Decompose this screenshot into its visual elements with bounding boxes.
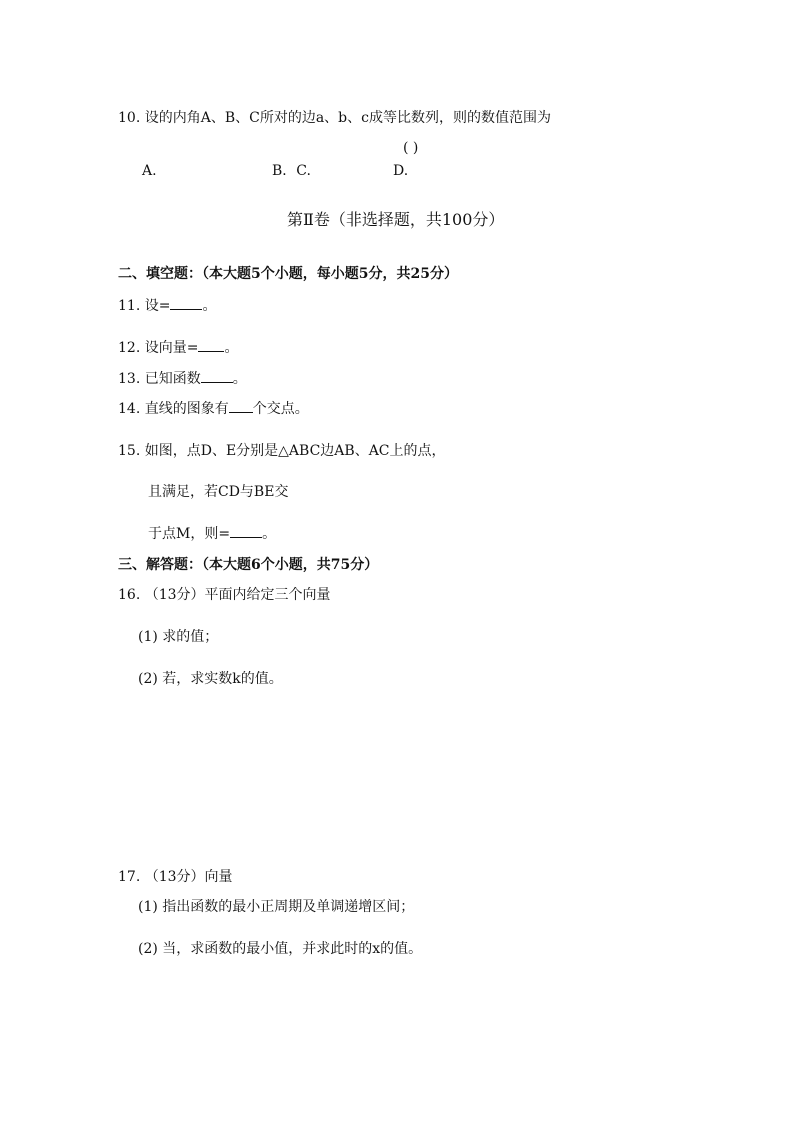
- question-15-line-1: 15. 如图，点D、E分别是△ABC边AB、AC上的点，: [118, 443, 446, 459]
- answer-blank: [230, 525, 262, 538]
- answer-blank: [201, 370, 233, 383]
- question-16-part-1: (1) 求的值；: [138, 629, 219, 645]
- question-10-option-bc: B．C.: [272, 163, 311, 179]
- answer-blank: [229, 400, 253, 413]
- question-10-stem: 10. 设的内角A、B、C所对的边a、b、c成等比数列，则的数值范围为: [118, 110, 551, 126]
- answer-blank: [198, 339, 224, 352]
- section-2-heading: 二、填空题：（本大题5个小题，每小题5分，共25分）: [118, 266, 458, 282]
- question-11: [118, 297, 216, 315]
- question-15-line-3: [148, 525, 276, 543]
- question-11-end: 。: [202, 298, 217, 314]
- part-2-title: 第Ⅱ卷（非选择题，共100分）: [287, 210, 505, 229]
- question-15-text: 于点M，则=: [148, 526, 231, 542]
- question-14-text: 14. 直线的图象有: [118, 401, 229, 417]
- question-17-part-2: (2) 当，求函数的最小值，并求此时的x的值。: [138, 941, 423, 957]
- question-10-answer-paren: ( ): [403, 140, 419, 156]
- question-16-part-2: (2) 若，求实数k的值。: [138, 671, 283, 687]
- question-14: [118, 400, 309, 418]
- question-15-end: 。: [262, 526, 277, 542]
- question-17-part-1: (1) 指出函数的最小正周期及单调递增区间；: [138, 899, 415, 915]
- question-17-stem: 17. （13分）向量: [118, 869, 233, 885]
- question-10-option-d: D.: [393, 163, 409, 179]
- question-13: [118, 370, 247, 388]
- question-14-end: 个交点。: [252, 401, 309, 417]
- question-12-text: 12. 设向量=: [118, 340, 199, 356]
- question-12: [118, 339, 238, 357]
- question-13-text: 13. 已知函数: [118, 371, 201, 387]
- section-3-heading: 三、解答题：（本大题6个小题，共75分）: [118, 557, 379, 573]
- question-10-option-a: A.: [142, 163, 157, 179]
- answer-blank: [170, 297, 202, 310]
- question-12-end: 。: [224, 340, 239, 356]
- question-15-line-2: 且满足，若CD与BE交: [148, 484, 289, 500]
- question-11-text: 11. 设=: [118, 298, 171, 314]
- question-13-end: 。: [232, 371, 247, 387]
- question-16-stem: 16. （13分）平面内给定三个向量: [118, 587, 331, 603]
